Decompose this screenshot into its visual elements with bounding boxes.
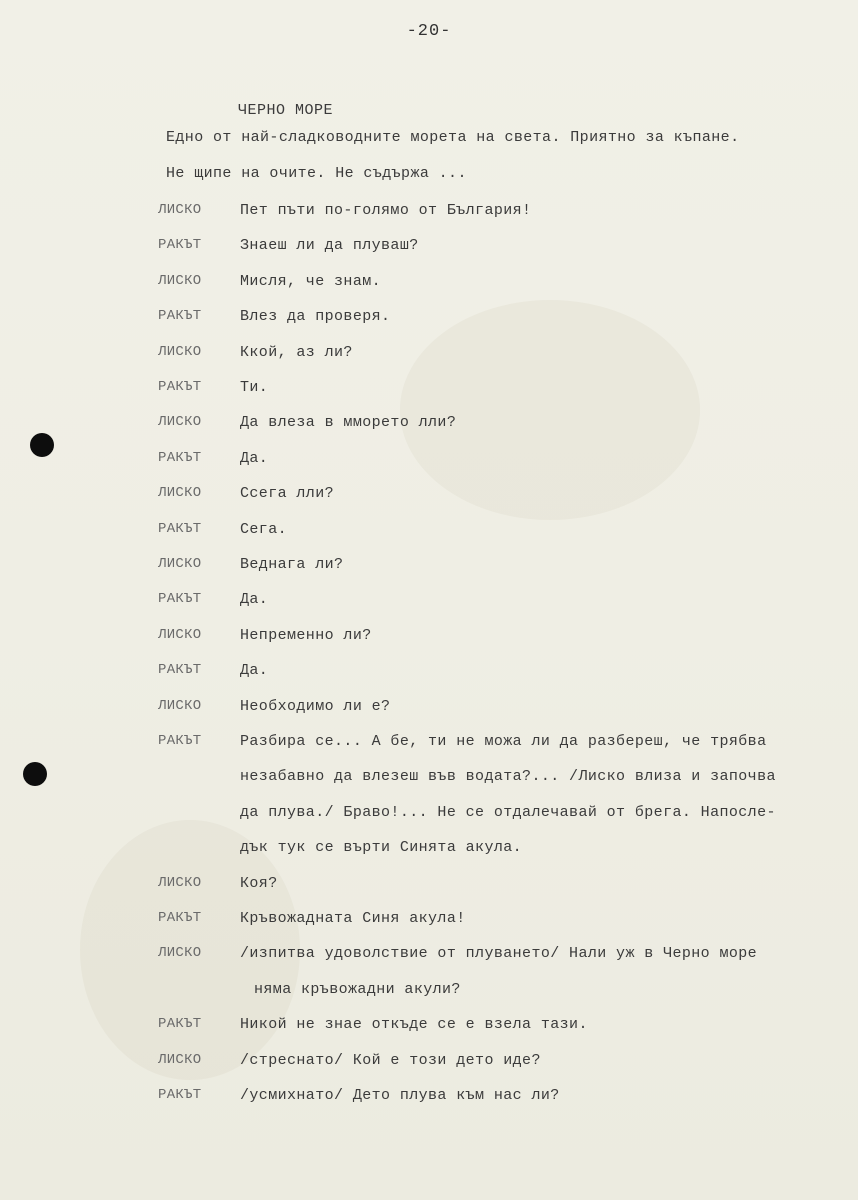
dialogue-line: Знаеш ли да плуваш? <box>240 237 419 254</box>
dialogue-line: Сега. <box>240 521 288 538</box>
speaker-name: РАКЪТ <box>158 1087 202 1103</box>
speaker-name: ЛИСКО <box>158 273 202 289</box>
dialogue-line: Веднага ли? <box>240 556 344 573</box>
dialogue-line: Ссега лли? <box>240 485 335 502</box>
page-number: -20- <box>406 22 452 41</box>
speaker-name: РАКЪТ <box>158 662 202 678</box>
punch-hole <box>30 433 54 457</box>
intro-line: Не щипе на очите. Не съдържа ... <box>166 165 467 182</box>
dialogue-line: Никой не знае откъде се е взела тази. <box>240 1016 588 1033</box>
speaker-name: РАКЪТ <box>158 910 202 926</box>
dialogue-line: Кръвожадната Синя акула! <box>240 910 466 927</box>
speaker-name: ЛИСКО <box>158 698 202 714</box>
dialogue-line: Да. <box>240 662 269 679</box>
speaker-name: РАКЪТ <box>158 521 202 537</box>
punch-hole <box>23 762 47 786</box>
speaker-name: ЛИСКО <box>158 344 202 360</box>
paper-stain <box>400 300 700 520</box>
intro-line: Едно от най-сладководните морета на света. Приятно за къпане. <box>166 129 740 146</box>
dialogue-continuation-line: да плува./ Браво!... Не се отдалечавай от брега. Напосле- <box>240 804 776 821</box>
speaker-name: ЛИСКО <box>158 627 202 643</box>
speaker-name: РАКЪТ <box>158 308 202 324</box>
dialogue-continuation-line: незабавно да влезеш във водата?... /Лиско влиза и започва <box>240 768 776 785</box>
dialogue-line: Да. <box>240 450 269 467</box>
dialogue-line: Влез да проверя. <box>240 308 391 325</box>
speaker-name: ЛИСКО <box>158 202 202 218</box>
speaker-name: ЛИСКО <box>158 1052 202 1068</box>
speaker-name: ЛИСКО <box>158 945 202 961</box>
speaker-name: ЛИСКО <box>158 414 202 430</box>
dialogue-line: /изпитва удоволствие от плуването/ Нали уж в Черно море <box>240 945 758 962</box>
speaker-name: ЛИСКО <box>158 485 202 501</box>
dialogue-line: Пет пъти по-голямо от България! <box>240 202 532 219</box>
dialogue-line: Разбира се... А бе, ти не можа ли да разбереш, че трябва <box>240 733 767 750</box>
dialogue-line: Мисля, че знам. <box>240 273 382 290</box>
speaker-name: РАКЪТ <box>158 450 202 466</box>
speaker-name: РАКЪТ <box>158 733 202 749</box>
speaker-name: ЛИСКО <box>158 875 202 891</box>
dialogue-continuation-line: няма кръвожадни акули? <box>254 981 461 998</box>
dialogue-line: /усмихнато/ Дето плува към нас ли? <box>240 1087 560 1104</box>
dialogue-continuation-line: дък тук се върти Синята акула. <box>240 839 523 856</box>
dialogue-line: Ти. <box>240 379 269 396</box>
speaker-name: РАКЪТ <box>158 379 202 395</box>
dialogue-line: /стреснато/ Кой е този дето иде? <box>240 1052 541 1069</box>
dialogue-line: Да. <box>240 591 269 608</box>
dialogue-line: Коя? <box>240 875 278 892</box>
speaker-name: РАКЪТ <box>158 591 202 607</box>
dialogue-line: Необходимо ли е? <box>240 698 391 715</box>
dialogue-line: Да влеза в мморето лли? <box>240 414 457 431</box>
speaker-name: РАКЪТ <box>158 1016 202 1032</box>
speaker-name: ЛИСКО <box>158 556 202 572</box>
section-heading: ЧЕРНО МОРЕ <box>238 102 334 119</box>
speaker-name: РАКЪТ <box>158 237 202 253</box>
dialogue-line: Ккой, аз ли? <box>240 344 353 361</box>
dialogue-line: Непременно ли? <box>240 627 372 644</box>
